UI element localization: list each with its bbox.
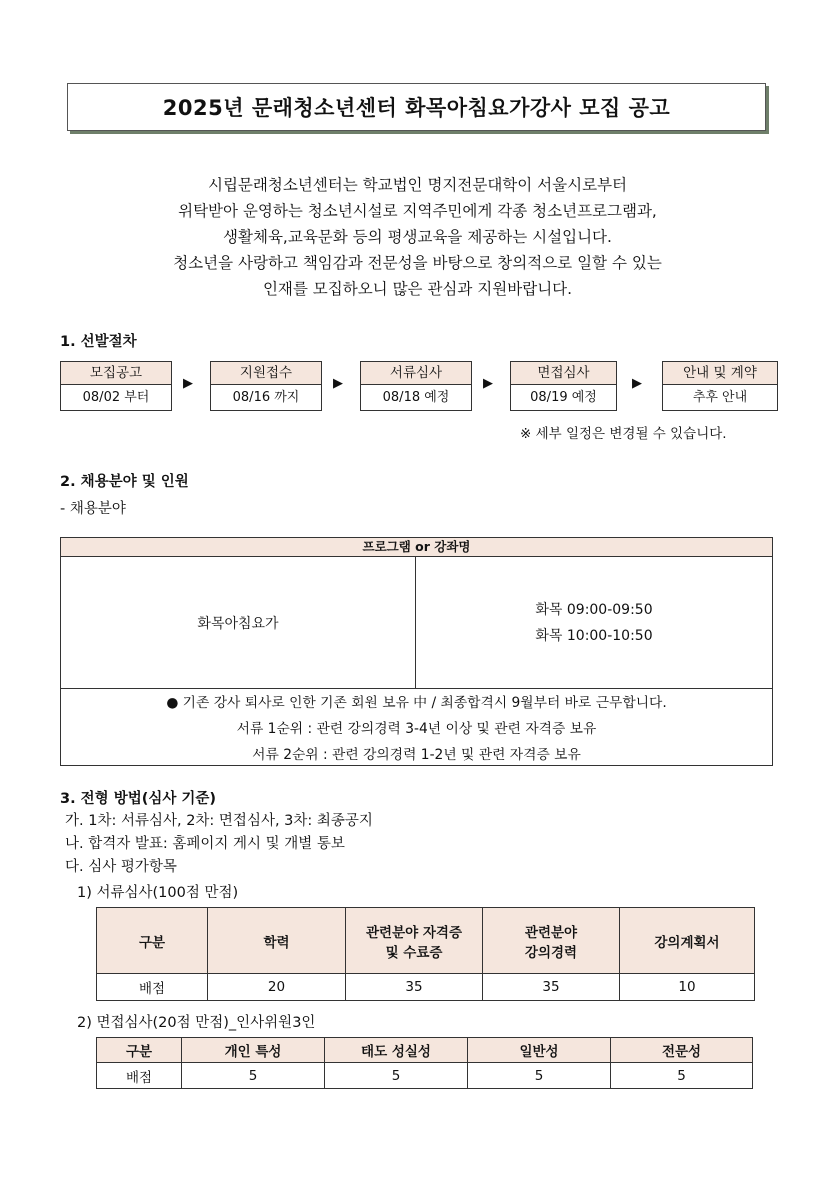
program-time: 화목 10:00-10:50 [535,627,653,644]
doc-header: 구분 [97,908,208,974]
interview-table [96,1037,753,1089]
step-box [360,361,472,411]
program-note: ● 기존 강사 퇴사로 인한 기존 회원 보유 中 / 최종합격시 9월부터 바로 근무합니다. [166,695,667,711]
intro-line: 시립문래청소년센터는 학교법인 명지전문대학이 서울시로부터 [207,176,628,194]
step-label: 면접심사 [511,362,616,385]
int-header: 일반성 [468,1038,611,1063]
doc-header: 관련분야 자격증 및 수료증 [346,908,483,974]
step-box [60,361,172,411]
step-date: 추후 안내 [692,390,748,405]
doc-cell: 35 [483,974,620,1001]
int-header: 구분 [97,1038,182,1063]
int-cell: 5 [182,1063,325,1089]
doc-cell: 20 [208,974,346,1001]
arrow-right-icon: ▶ [483,376,493,391]
intro-paragraph [60,172,775,302]
int-header: 전문성 [611,1038,753,1063]
step-date: 08/18 예정 [382,390,450,405]
section2-heading: 2. 채용분야 및 인원 [60,474,189,490]
step-box [510,361,617,411]
step-date: 08/19 예정 [530,390,597,405]
step-label: 지원접수 [211,362,321,385]
int-cell: 배점 [97,1063,182,1089]
doc-header: 학력 [208,908,346,974]
arrow-right-icon: ▶ [183,376,193,391]
intro-line: 위탁받아 운영하는 청소년시설로 지역주민에게 각종 청소년프로그램과, [178,202,657,220]
doc-header: 강의계획서 [620,908,755,974]
program-note: 서류 2순위 : 관련 강의경력 1-2년 및 관련 자격증 보유 [252,747,581,763]
page-title [67,83,766,131]
program-note: 서류 1순위 : 관련 강의경력 3-4년 이상 및 관련 자격증 보유 [236,721,597,737]
program-name: 화목아침요가 [61,557,416,688]
schedule-note: ※ 세부 일정은 변경될 수 있습니다. [520,426,727,442]
page-title-text: 2025년 문래청소년센터 화목아침요가강사 모집 공고 [162,96,671,120]
section3-item: 가. 1차: 서류심사, 2차: 면접심사, 3차: 최종공지 [65,813,373,829]
doc-cell: 35 [346,974,483,1001]
step-label: 안내 및 계약 [663,362,777,385]
section3-items [65,810,373,879]
intro-line: 인재를 모집하오니 많은 관심과 지원바랍니다. [262,280,573,298]
intro-line: 청소년을 사랑하고 책임감과 전문성을 바탕으로 창의적으로 일할 수 있는 [173,254,662,272]
doc-cell: 10 [620,974,755,1001]
step-box [662,361,778,411]
int-header: 개인 특성 [182,1038,325,1063]
step-date: 08/16 까지 [232,390,300,405]
step-label: 모집공고 [61,362,171,385]
arrow-right-icon: ▶ [632,376,642,391]
doc-review-table [96,907,755,1001]
intro-line: 생활체육,교육문화 등의 평생교육을 제공하는 시설입니다. [223,228,612,246]
section3-heading: 3. 전형 방법(심사 기준) [60,791,217,807]
program-times [416,557,772,688]
section2-subheading: - 채용분야 [60,501,126,517]
int-cell: 5 [325,1063,468,1089]
program-table-header: 프로그램 or 강좌명 [61,538,772,557]
doc-cell: 배점 [97,974,208,1001]
int-cell: 5 [611,1063,753,1089]
step-label: 서류심사 [361,362,471,385]
program-notes [61,689,772,768]
doc-review-title: 1) 서류심사(100점 만점) [77,885,239,901]
int-cell: 5 [468,1063,611,1089]
step-box [210,361,322,411]
program-time: 화목 09:00-09:50 [535,601,653,618]
interview-title: 2) 면접심사(20점 만점)_인사위원3인 [77,1015,316,1031]
section3-item: 다. 심사 평가항목 [65,859,177,875]
doc-header: 관련분야 강의경력 [483,908,620,974]
step-date: 08/02 부터 [82,390,150,405]
int-header: 태도 성실성 [325,1038,468,1063]
program-table [60,537,773,766]
section1-heading: 1. 선발절차 [60,334,137,350]
arrow-right-icon: ▶ [333,376,343,391]
section3-item: 나. 합격자 발표: 홈페이지 게시 및 개별 통보 [65,836,345,852]
